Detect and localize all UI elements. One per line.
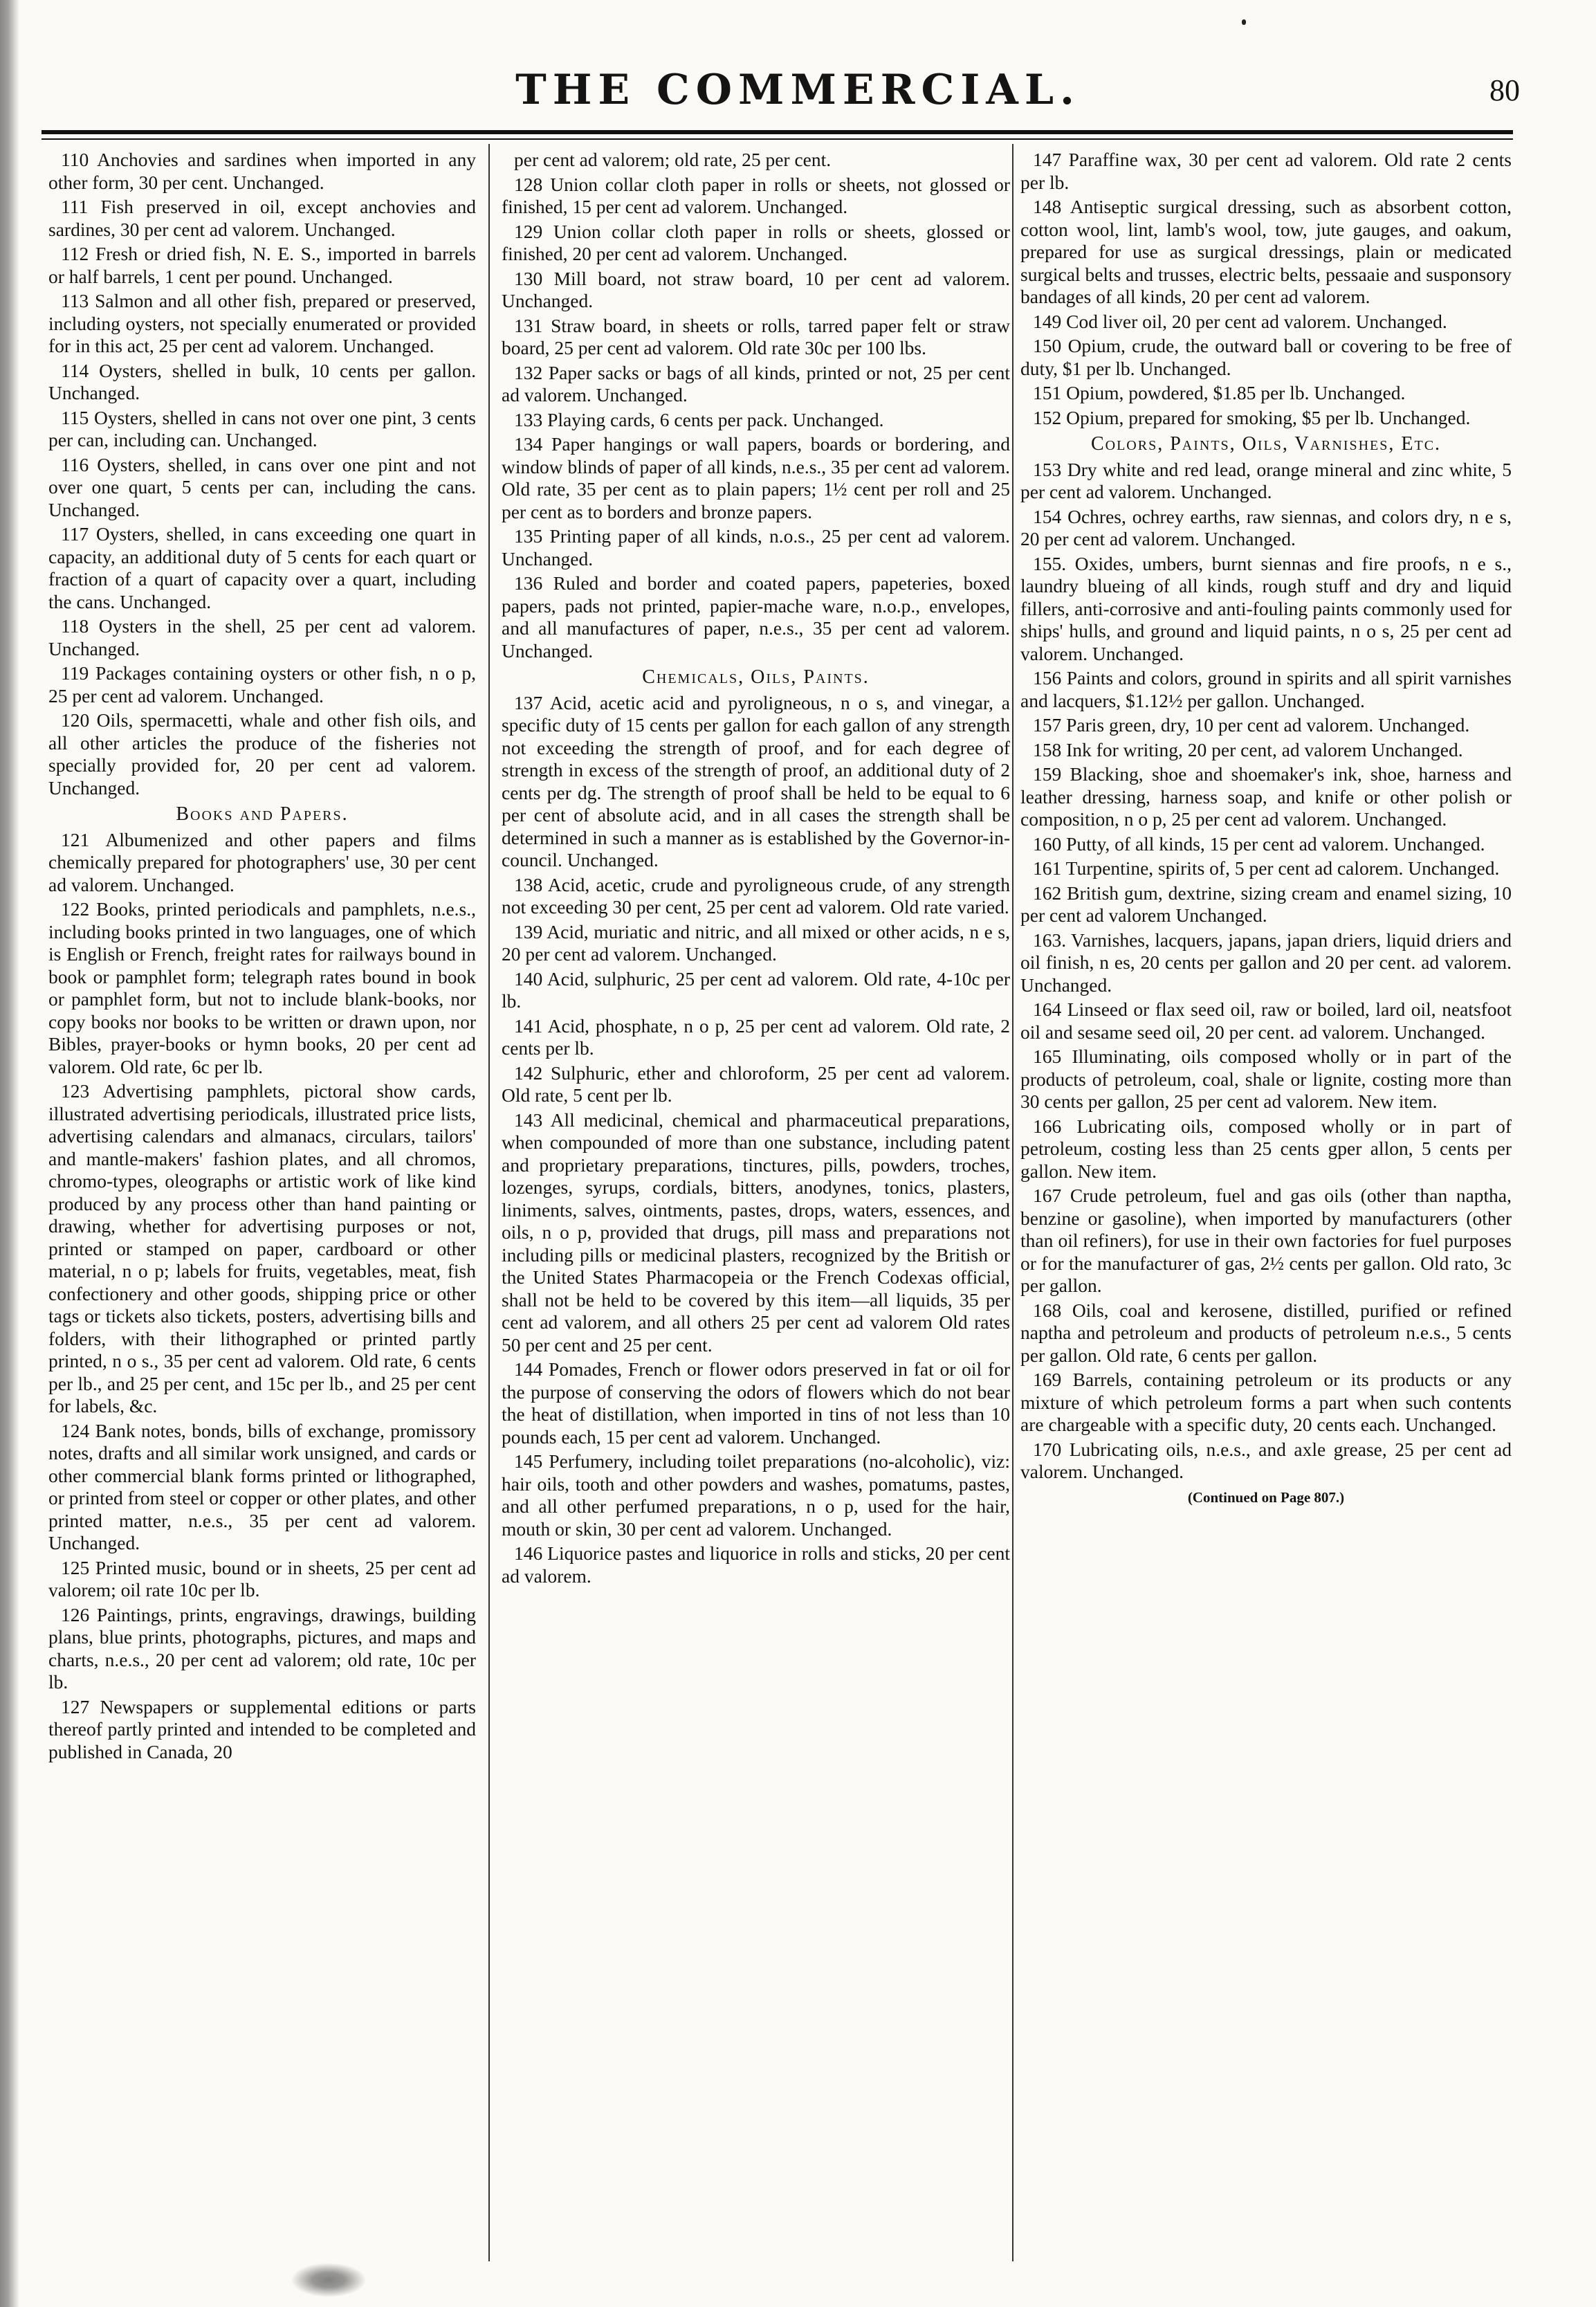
- tariff-item: 150 Opium, crude, the outward ball or covering to be free of duty, $1 per lb. Unchanged.: [1020, 335, 1512, 379]
- tariff-item: 117 Oysters, shelled, in cans exceeding one quart in capacity, an additional duty of 5 cents for each quart or fraction of a quart of capacity over a quart, including the cans. Unchanged.: [48, 523, 476, 612]
- tariff-item: 110 Anchovies and sardines when imported in any other form, 30 per cent. Unchanged.: [48, 149, 476, 193]
- tariff-item: 154 Ochres, ochrey earths, raw siennas, and colors dry, n e s, 20 per cent ad valorem. Unchanged.: [1020, 505, 1512, 549]
- tariff-item: 126 Paintings, prints, engravings, drawings, building plans, blue prints, photographs, pictures, and maps and charts, n.e.s., 20 per cent ad valorem; old rate, 10c per lb.: [48, 1603, 476, 1693]
- tariff-item: 161 Turpentine, spirits of, 5 per cent ad calorem. Unchanged.: [1033, 857, 1500, 879]
- tariff-item: 160 Putty, of all kinds, 15 per cent ad valorem. Unchanged.: [1033, 832, 1485, 855]
- tariff-item: 135 Printing paper of all kinds, n.o.s., 25 per cent ad valorem. Unchanged.: [502, 525, 1010, 569]
- tariff-item: 141 Acid, phosphate, n o p, 25 per cent ad valorem. Old rate, 2 cents per lb.: [502, 1014, 1010, 1059]
- tariff-item: 112 Fresh or dried fish, N. E. S., imported in barrels or half barrels, 1 cent per pound. Unchanged.: [48, 243, 476, 287]
- tariff-item: 146 Liquorice pastes and liquorice in rolls and sticks, 20 per cent ad valorem.: [502, 1542, 1010, 1587]
- tariff-item: 132 Paper sacks or bags of all kinds, printed or not, 25 per cent ad valorem. Unchanged.: [502, 361, 1010, 405]
- column-1: [48, 149, 476, 2238]
- tariff-item: 143 All medicinal, chemical and pharmaceutical preparations, when compounded of more than one substance, including patent and proprietary preparations, tinctures, pills, powders, troches, lozenges, syrups, cordials, bitters, anodynes, tonics, plasters, liniments, salves, ointments, pastes, drops, waters, essences, and oils, n o p, provided that drugs, pill mass and preparations not including pills or medicinal plasters, recognized by the British or the United States Pharmacopeia or the French Codexas official, shall not be held to be covered by this item—all liquids, 35 per cent ad valorem, and all others 25 per cent ad valorem Old rates 50 per cent and 25 per cent.: [502, 1109, 1010, 1356]
- scan-margin-shadow: [0, 0, 19, 2307]
- column-divider-2: [1012, 144, 1013, 2261]
- tariff-item: 153 Dry white and red lead, orange mineral and zinc white, 5 per cent ad valorem. Unchanged.: [1020, 458, 1512, 502]
- tariff-item: 119 Packages containing oysters or other fish, n o p, 25 per cent ad valorem. Unchanged.: [48, 662, 476, 706]
- tariff-item: 137 Acid, acetic acid and pyroligneous, n o s, and vinegar, a specific duty of 15 cents per gallon for each gallon of any strength not exceeding the strength of proof, and for each degree of strength in excess of the strength of proof, an additional duty of 2 cents per dg. The strength of proof shall be held to be equal to 6 per cent of absolute acid, and in all cases the strength shall be determined in such a manner as is established by the Governor-in-council. Unchanged.: [502, 691, 1010, 870]
- tariff-item: 165 Illuminating, oils composed wholly or in part of the products of petroleum, coal, shale or lignite, costing more than 30 cents per gallon, 25 per cent ad valorem. New item.: [1020, 1046, 1512, 1112]
- tariff-item: 148 Antiseptic surgical dressing, such as absorbent cotton, cotton wool, lint, lamb's wool, tow, jute gauges, and oakum, prepared for use as surgical dressings, plain or medicated surgical belts and trusses, electric belts, pessaaie and susponsory bandages of all kinds, 20 per cent ad valorem.: [1020, 196, 1512, 307]
- tariff-item: 118 Oysters in the shell, 25 per cent ad valorem. Unchanged.: [48, 615, 476, 659]
- tariff-item: 166 Lubricating oils, composed wholly or in part of petroleum, costing less than 25 cents gper allon, 5 cents per gallon. New item.: [1020, 1115, 1512, 1182]
- continuation-note: (Continued on Page 807.): [1187, 1488, 1345, 1506]
- tariff-item: 158 Ink for writing, 20 per cent, ad valorem Unchanged.: [1033, 738, 1463, 760]
- tariff-item: 152 Opium, prepared for smoking, $5 per lb. Unchanged.: [1033, 406, 1471, 428]
- tariff-item: 169 Barrels, containing petroleum or its products or any mixture of which petroleum forms a part when such contents are chargeable with a specific duty, 20 cents each. Unchanged.: [1020, 1369, 1512, 1435]
- tariff-item: 145 Perfumery, including toilet preparations (no-alcoholic), viz: hair oils, tooth and other powders and washes, pomatums, pastes, and all other perfumed preparations, n o p, used for the hair, mouth or skin, 30 per cent ad valorem. Unchanged.: [502, 1450, 1010, 1540]
- tariff-item: 120 Oils, spermacetti, whale and other fish oils, and all other articles the produce of the fisheries not specially provided for, 20 per cent ad valorem. Unchanged.: [48, 709, 476, 799]
- tariff-item: 157 Paris green, dry, 10 per cent ad valorem. Unchanged.: [1033, 714, 1470, 736]
- tariff-item: 133 Playing cards, 6 cents per pack. Unchanged.: [514, 408, 884, 430]
- tariff-item: 124 Bank notes, bonds, bills of exchange, promissory notes, drafts and all similar work unsigned, and cards or other commercial blank forms printed or lithographed, or printed from steel or copper or other plates, and other printed matter, n.e.s., 35 per cent ad valorem. Unchanged.: [48, 1419, 476, 1553]
- tariff-item: 128 Union collar cloth paper in rolls or sheets, not glossed or finished, 15 per cent ad valorem. Unchanged.: [502, 173, 1010, 217]
- tariff-item: 129 Union collar cloth paper in rolls or sheets, glossed or finished, 20 per cent ad valorem. Unchanged.: [502, 220, 1010, 264]
- tariff-item: per cent ad valorem; old rate, 25 per cent.: [514, 149, 832, 170]
- column-3: [1020, 149, 1512, 2238]
- tariff-item: 167 Crude petroleum, fuel and gas oils (other than naptha, benzine or gasoline), when imported by manufacturers (other than oil refiners), for use in their own factories for fuel purposes or for the manufacturer of gas, 2½ cents per gallon. Old rato, 3c per gallon.: [1020, 1185, 1512, 1296]
- tariff-item: 164 Linseed or flax seed oil, raw or boiled, lard oil, neatsfoot oil and sesame seed oil, 20 per cent. ad valorem. Unchanged.: [1020, 999, 1512, 1043]
- tariff-item: 155. Oxides, umbers, burnt siennas and fire proofs, n e s., laundry blueing of all kinds, rough stuff and dry and liquid fillers, anti-corrosive and anti-fouling paints commonly used for ships' hulls, and ground and liquid paints, n o s, 25 per cent ad valorem. Unchanged.: [1020, 552, 1512, 664]
- section-heading: Books and Papers.: [176, 803, 349, 825]
- tariff-item: 121 Albumenized and other papers and films chemically prepared for photographers' use, 30 per cent ad valorem. Unchanged.: [48, 828, 476, 895]
- tariff-item: 127 Newspapers or supplemental editions or parts thereof partly printed and intended to be completed and published in Canada, 20: [48, 1695, 476, 1762]
- tariff-item: 138 Acid, acetic, crude and pyroligneous crude, of any strength not exceeding 30 per cent, 25 per cent ad valorem. Old rate varied.: [502, 873, 1010, 918]
- tariff-item: 168 Oils, coal and kerosene, distilled, purified or refined naptha and petroleum and products of petroleum n.e.s., 5 cents per gallon. Old rate, 6 cents per gallon.: [1020, 1299, 1512, 1366]
- masthead: THE COMMERCIAL.: [515, 66, 1081, 114]
- tariff-item: 131 Straw board, in sheets or rolls, tarred paper felt or straw board, 25 per cent ad valorem. Old rate 30c per 100 lbs.: [502, 314, 1010, 358]
- column-divider-1: [488, 144, 490, 2261]
- ink-speck: [1242, 19, 1246, 25]
- tariff-item: 162 British gum, dextrine, sizing cream and enamel sizing, 10 per cent ad valorem Unchanged.: [1020, 882, 1512, 926]
- tariff-item: 111 Fish preserved in oil, except anchovies and sardines, 30 per cent ad valorem. Unchanged.: [48, 196, 476, 240]
- tariff-item: 140 Acid, sulphuric, 25 per cent ad valorem. Old rate, 4-10c per lb.: [502, 967, 1010, 1012]
- tariff-item: 125 Printed music, bound or in sheets, 25 per cent ad valorem; oil rate 10c per lb.: [48, 1556, 476, 1601]
- tariff-item: 123 Advertising pamphlets, pictoral show cards, illustrated advertising periodicals, illustrated price lists, advertising calendars and almanacs, circulars, tailors' and mantle-makers' fashion plates, and all chromos, chromo-types, oleographs or artistic work of like kind produced by any process other than hand painting or drawing, whether for advertising purposes or not, printed or stamped on paper, cardboard or other material, n o p; labels for fruits, vegetables, meat, fish confectionery and other goods, shipping price or other tags or tickets also tickets, posters, advertising bills and folders, with their lithographed or printed partly printed, n o s., 35 per cent ad valorem. Old rate, 6 cents per lb., and 25 per cent, and 15c per lb., and 25 per cent for labels, &c.: [48, 1080, 476, 1416]
- page-number: 80: [1489, 73, 1520, 107]
- tariff-item: 144 Pomades, French or flower odors preserved in fat or oil for the purpose of conserving the odors of flowers which do not bear the heat of distillation, when imported in tins of not less than 10 pounds each, 15 per cent ad valorem. Unchanged.: [502, 1358, 1010, 1448]
- tariff-item: 147 Paraffine wax, 30 per cent ad valorem. Old rate 2 cents per lb.: [1020, 149, 1512, 193]
- ink-smudge: [291, 2263, 367, 2297]
- tariff-item: 139 Acid, muriatic and nitric, and all mixed or other acids, n e s, 20 per cent ad valorem. Unchanged.: [502, 920, 1010, 965]
- header-rule-thin: [42, 138, 1513, 140]
- header-rule-thick: [42, 130, 1513, 134]
- tariff-item: 159 Blacking, shoe and shoemaker's ink, shoe, harness and leather dressing, harness soap, and knife or other polish or composition, n o p, 25 per cent ad valorem. Unchanged.: [1020, 763, 1512, 830]
- tariff-item: 142 Sulphuric, ether and chloroform, 25 per cent ad valorem. Old rate, 5 cent per lb.: [502, 1061, 1010, 1106]
- tariff-item: 136 Ruled and border and coated papers, papeteries, boxed papers, pads not printed, papier-mache ware, n.o.p., envelopes, and all manufactures of paper, n.e.s., 35 per cent ad valorem. Unchanged.: [502, 572, 1010, 662]
- tariff-item: 170 Lubricating oils, n.e.s., and axle grease, 25 per cent ad valorem. Unchanged.: [1020, 1438, 1512, 1482]
- tariff-item: 163. Varnishes, lacquers, japans, japan driers, liquid driers and oil finish, n es, 20 cents per gallon and 20 per cent. ad valorem. Unchanged.: [1020, 929, 1512, 996]
- tariff-item: 134 Paper hangings or wall papers, boards or bordering, and window blinds of paper of all kinds, n.e.s., 35 per cent ad valorem. Old rate, 35 per cent as to plain papers; 1½ cent per roll and 25 per cent as to borders and bronze papers.: [502, 433, 1010, 522]
- tariff-item: 116 Oysters, shelled, in cans over one pint and not over one quart, 5 cents per can, including the cans. Unchanged.: [48, 453, 476, 520]
- tariff-item: 130 Mill board, not straw board, 10 per cent ad valorem. Unchanged.: [502, 267, 1010, 311]
- tariff-item: 149 Cod liver oil, 20 per cent ad valorem. Unchanged.: [1033, 310, 1447, 332]
- tariff-item: 113 Salmon and all other fish, prepared or preserved, including oysters, not specially enumerated or provided for in this act, 25 per cent ad valorem. Unchanged.: [48, 290, 476, 356]
- tariff-item: 115 Oysters, shelled in cans not over one pint, 3 cents per can, including can. Unchanged.: [48, 406, 476, 450]
- tariff-item: 156 Paints and colors, ground in spirits and all spirit varnishes and lacquers, $1.12½ per gallon. Unchanged.: [1020, 667, 1512, 711]
- column-2: [502, 149, 1010, 2238]
- tariff-item: 151 Opium, powdered, $1.85 per lb. Unchanged.: [1033, 382, 1406, 403]
- section-heading: Chemicals, Oils, Paints.: [642, 666, 870, 688]
- tariff-item: 114 Oysters, shelled in bulk, 10 cents per gallon. Unchanged.: [48, 359, 476, 403]
- tariff-item: 122 Books, printed periodicals and pamphlets, n.e.s., including books printed in two languages, one of which is English or French, freight rates for railways bound in book or pamphlet form; telegraph rates bound in book or pamphlet form, but not to include blank-books, nor copy books nor books to be written or drawn upon, nor Bibles, prayer-books or hymn books, 20 per cent ad valorem. Old rate, 6c per lb.: [48, 898, 476, 1077]
- section-heading: Colors, Paints, Oils, Varnishes, Etc.: [1090, 433, 1442, 455]
